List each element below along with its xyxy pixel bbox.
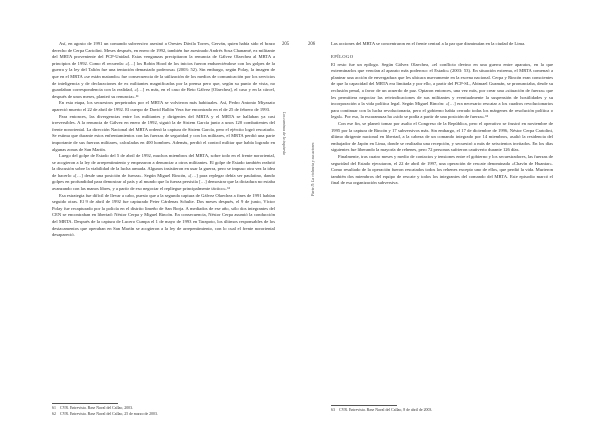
page-number: 205	[282, 42, 290, 47]
footnote-number: 63	[331, 408, 335, 412]
footnote-number: 61	[52, 406, 56, 410]
paragraph: Con ese fin, se planeó tomar por asalto el Congreso de la República, pero el operativo se frustró en noviembre de 1995 por la captura de Rincón y 17 subversivos más. Sin embargo, el 17 de diciembre de 1996, Néstor Cerpa Cartolini, último dirigente nacional en libertad, a la cabeza de un comando integrado por 14 miembros, asaltó la residencia del embajador de Japón en Lima, donde se realizaba una recepción, y secuestró a más de seiscientos invitados. En los días siguientes fue liberando la mayoría de rehenes, pero 72 personas sufrieron cautiverio durante 126 días.	[331, 120, 553, 153]
footnote-text: CVR. Entrevista. Base Naval del Callao, 2003.	[60, 406, 134, 410]
section-title: EPÍLOGO	[331, 53, 354, 59]
paragraph: Para entonces, las divergencias entre los militantes y dirigentes del MRTA y el MRTA se hallaban ya casi irreversibles. A la renuncia de Gálvez en enero de 1992, siguió la de Sistem García junto a unos 120 combatientes del frente nororiental. La dirección Nacional del MRTA ordenó la captura de Sistem García, pero el ejército logró rescatarlo. Se estima que durante estos enfrentamientos con las fuerzas de seguridad y con los militares, el MRTA perdió una parte importante de sus fuerzas militares, calculadas en 400 hombres. Además, perdió el control militar que había logrado en algunas zonas de San Martín.	[52, 113, 275, 152]
footnote-divider	[52, 403, 118, 404]
paragraph: Esa estrategia fue difícil de llevar a cabo, puesto que a la segunda captura de Gálvez Olaechea a fines de 1991 habían seguido otras. El 9 de abril de 1992 fue capturado Peter Cárdenas Schulte. Dos meses después, el 9 de junio, Víctor Polay fue recapturado por la policía en el distrito limeño de San Borja. A mediados de ese año, sólo dos integrantes del CEN se encontraban en libertad: Néstor Cerpa y Miguel Rincón. En consecuencia, Néstor Cerpa asumió la conducción del MRTA. Después de la captura de Lucero Cumpa el 1 de mayo de 1993 en Tarapoto, los últimos responsables de los destacamentos que operaban en San Martín se acogieron a la ley de arrepentimiento, con lo cual el frente nororiental desapareció.	[52, 192, 275, 238]
footnote-text: CVR. Entrevista. Base Naval del Callao, 25 de marzo de 2003.	[60, 411, 158, 416]
footnote-number: 62	[52, 411, 56, 416]
paragraph: Las acciones del MRTA se concentraron en el frente central a la par que disminuían en la ciudad de Lima.	[331, 41, 526, 46]
footnote-text: CVR. Entrevista. Base Naval del Callao, 8 de abril de 2003.	[339, 408, 433, 412]
left-page-body	[52, 41, 275, 239]
paragraph: En esta etapa, los secuestros perpetrados por el MRTA se volvieron más habituales. Así, Pedro Antonio Miyasato apareció muerto el 22 de abril de 1992. El cuerpo de David Ballón Vera fue encontrado en el de 25 de febrero de 1993.	[52, 100, 275, 112]
footnote-divider	[331, 405, 397, 406]
footnote	[52, 412, 275, 418]
footnotes	[331, 408, 553, 414]
right-page	[300, 0, 600, 431]
right-page-body	[331, 41, 553, 187]
running-head: Parte II: La violencia y sus actores	[311, 142, 315, 196]
page-number: 206	[308, 42, 316, 47]
paragraph: El resto fue un epílogo. Según Gálvez Olaechea, «el conflicto devino en una guerra entre aparatos, en la que exterminarlos que vencían al aparato más poderoso: el Estado» (2003: 53). En situación extrema, el MRTA comenzó a plantear una acción de envergadura que les ubicara nuevamente en la escena nacional. Cerpa y Rincón eran conscientes de que la capacidad del MRTA era limitada y por ello, a partir del PCP-SL, Abimael Guzmán, se pronunciaba, desde su reclusión penal, a favor de un acuerdo de paz. Optaron entonces, una vez más, por crear una «situación de fuerza» que les permitiera negociar las reivindicaciones de sus militantes y eventualmente la suspensión de hostilidades y su incorporación a la vida política legal. Según Miguel Rincón: «[…] era necesario rescatar a los cuadros revolucionarios para continuar con la lucha revolucionaria, pero el gobierno había cerrado todas los márgenes de resolución política o legal». Por eso, la escaramuza ha «sido se podía a partir de una posición de fuerza».⁶³	[331, 61, 553, 120]
paragraph: Así, en agosto de 1991 un comando subversivo asesinó a Orestes Dávila Torres, Gerván, quien había sido el brazo derecho de Cerpa Cartolini. Meses después, en enero de 1992, también fue asesinado Andrés Sosa Chanamé, ex militante del MRTA proveniente del PCP-Unidad. Estas venganzas precipitaron la renuncia de Gálvez Olaechea al MRTA a principios de 1992. Como él recuerda: «[…] los Robin Hood de los inicios fueron endureciéndose con los golpes de la guerra y la ley del Talión fue una tentación demasiado poderosa» (2003: 52). Sin embargo, según Polay, la imagen de que en el MRTA «se están matando» fue consecuencia de la utilización de los medios de comunicación por los servicios de inteligencia y de declaraciones de ex militantes magnificadas por la prensa pero que, según su punto de vista, no guardaban correspondencia con la realidad, «[…] es más, en el caso de Beto Gálvez [Olaechea], el caso y en la cárcel, después de unos meses, planteó su renuncia».⁶¹	[52, 41, 275, 99]
footnotes	[52, 406, 275, 417]
paragraph: Finalmente, tras cuatro meses y medio de contactos y tensiones entre el gobierno y los secuestradores, las fuerzas de seguridad del Estado ejecutaron, el 22 de abril de 1997, una operación de rescate denominada «Chavín de Huantar». Como resultado de la operación fueron rescatados todos los rehenes excepto uno de ellos, que perdió la vida. Murieron también dos miembros del equipo de rescate y todos los integrantes del comando del MRTA. Este episodio marcó el final de esa organización subversiva.	[331, 153, 553, 186]
footnote	[331, 408, 553, 414]
paragraph: Luego del golpe de Estado del 5 de abril de 1992, muchos miembros del MRTA, sobre todo en el frente nororiental, se acogieron a la ley de arrepentimiento y empezaron a denunciar a otros militantes. El golpe de Estado también reabrió la discusión sobre la viabilidad de la lucha armada. Algunos insistieron en usar la guerra, pero se impuso otra vez la idea de hacerlo «[…] desde una posición de fuerza». Según Miguel Rincón, «[…] para replegar debía ser paulatino, dando golpes en profundidad para demostrar al país y al mundo que la fuerza persistía […] demostrar que la dictadura no estaba avanzando con las manos libres, y a partir de eso negociar el repliegue principalmente táctico».⁶²	[52, 153, 275, 192]
running-head: Los caminos de la izquierda	[282, 112, 286, 155]
